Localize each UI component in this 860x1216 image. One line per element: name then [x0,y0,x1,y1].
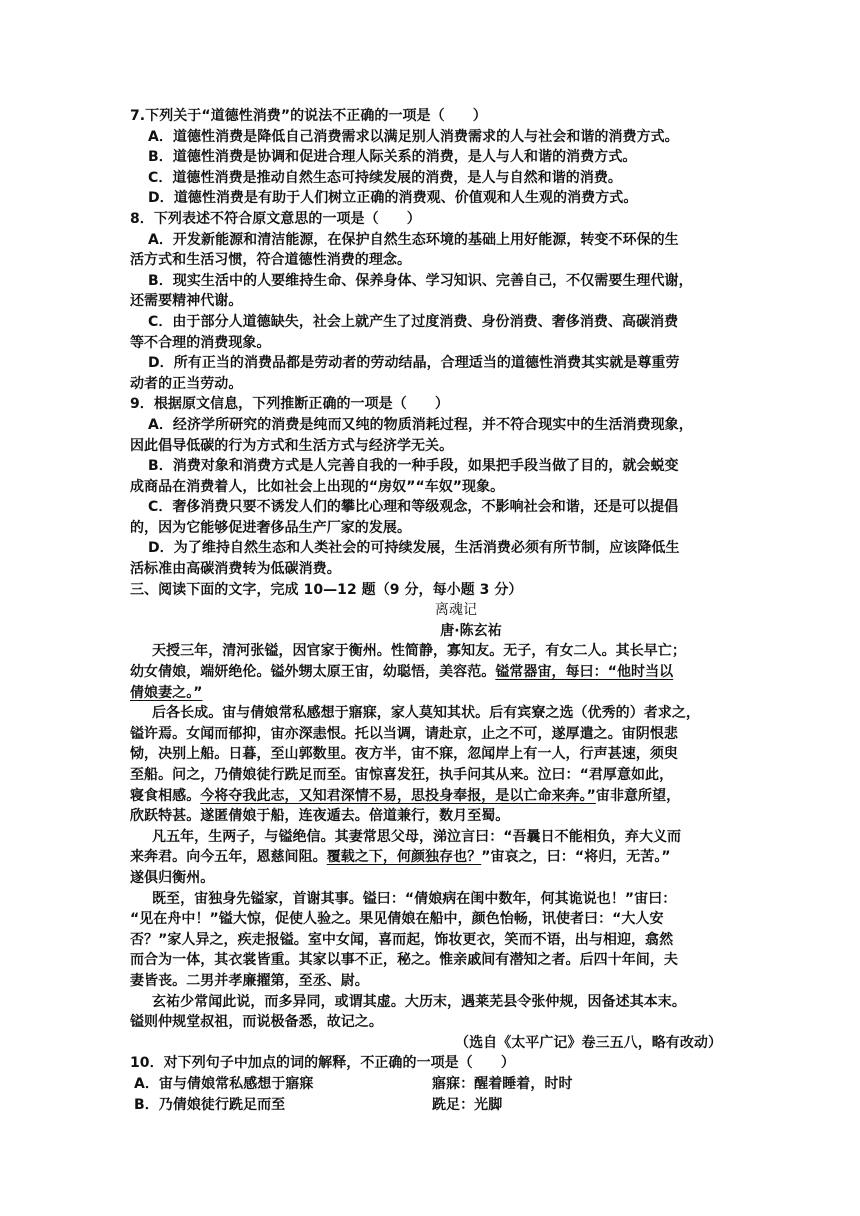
q9-option-b-line2: 成商品在消费着人，比如社会上出现的“房奴”“车奴”现象。 [130,478,505,495]
passage-p1-line2 [124,662,728,683]
q8-option-b-line2: 还需要精神代谢。 [130,293,243,310]
q9-option-a-line1: A．经济学所研究的消费是纯而又纯的物质消耗过程，并不符合现实中的生活消费现象， [148,416,693,433]
q9-option-b-line1: B．消费对象和消费方式是人完善自我的一种手段，如果把手段当做了目的，就会蜕变 [148,458,679,475]
passage-p2-line6: 欣跃特甚。遂匿倩娘于船，连夜遁去。倍道兼行，数月至蜀。 [130,808,510,825]
passage-p2-line2: 镒许焉。女闻而郁抑，宙亦深恚恨。托以当调，请赴京，止之不可，遂厚遣之。宙阴恨悲 [130,725,678,742]
passage-p2-line3: 恸，决别上船。日暮，至山郭数里。夜方半，宙不寐，忽闻岸上有一人，行声甚速，须臾 [130,746,678,763]
q8-option-c-line1: C．由于部分人道德缺失，社会上就产生了过度消费、身份消费、奢侈消费、高碳消费 [148,313,679,330]
passage-text: 宙非意所望， [595,787,681,804]
passage-p1-line1: 天授三年，清河张镒，因官家于衡州。性简静，寡知友。无子，有女二人。其长早亡； [152,643,686,660]
q7-option-b: B．道德性消费是协调和促进合理人际关系的消费，是人与人和谐的消费方式。 [148,149,637,166]
q9-stem: 9．根据原文信息，下列推断正确的一项是（ ） [130,396,449,413]
underlined-sentence: 今将夺我此志，又知君深情不易，思投身奉报，是以亡命来奔。” [200,787,596,804]
q10-option-b-gloss: 跣足：光脚 [432,1096,503,1113]
passage-text: 来奔君。向今五年，恩慈间阻。 [130,849,327,866]
passage-text: 幼女倩娘，端妍绝伦。镒外甥太原王宙，幼聪悟，美容范。 [130,664,496,681]
q10-option-b-sentence: B．乃倩娘徒行跣足而至 [134,1096,286,1113]
passage-p2-line4: 至船。问之，乃倩娘徒行跣足而至。宙惊喜发狂，执手问其从来。泣曰：“君厚意如此， [130,767,674,783]
page-content [124,106,728,1115]
q8-option-a-line1: A．开发新能源和清洁能源，在保护自然生态环境的基础上用好能源，转变不环保的生 [148,231,679,248]
passage-p4-line4: 而合为一体，其衣裳皆重。其家以事不正，秘之。惟亲戚间有潜知之者。后四十年间，夫 [130,952,678,969]
q9-option-c-line1: C．奢侈消费只要不诱发人们的攀比心理和等级观念，不影响社会和谐，还是可以提倡 [148,499,679,516]
passage-p4-line2: “见在舟中！”镒大惊，促使人验之。果见倩娘在船中，颜色怡畅，讯使者曰：“大人安 [130,911,664,928]
section3-heading: 三、阅读下面的文字，完成 10—12 题（9 分，每小题 3 分） [130,581,523,598]
q9-option-d-line1: D．为了维持自然生态和人类社会的可持续发展，生活消费必须有所节制，应该降低生 [148,540,680,557]
passage-p5-line1: 玄祐少常闻此说，而多异同，或谓其虚。大历末，遇莱芜县令张仲规，因备述其本末。 [152,993,686,1010]
q9-option-d-line2: 活标准由高碳消费转为低碳消费。 [130,561,341,578]
q8-option-d-line1: D．所有正当的消费品都是劳动者的劳动结晶，合理适当的道德性消费其实就是尊重劳 [148,355,680,372]
passage-p4-line5: 妻皆丧。二男并孝廉擢第，至丞、尉。 [130,972,369,989]
q8-option-d-line2: 动者的正当劳动。 [130,375,243,392]
underlined-sentence: 镒常器宙，每曰：“他时当以 [495,664,674,681]
q8-option-a-line2: 活方式和生活习惯，符合道德性消费的理念。 [130,252,411,269]
q8-stem: 8．下列表述不符合原文意思的一项是（ ） [130,210,421,227]
passage-p3-line1: 凡五年，生两子，与镒绝信。其妻常思父母，涕泣言曰：“吾曩日不能相负，弃大义而 [152,828,682,845]
underlined-sentence: 倩娘妻之。” [130,684,203,701]
q7-stem: 7.下列关于“道德性消费”的说法不正确的一项是（ ） [130,108,487,124]
q7-option-c: C．道德性消费是推动自然生态可持续发展的消费，是人与自然和谐的消费。 [148,169,622,186]
q8-option-c-line2: 等不合理的消费现象。 [130,334,271,351]
passage-text: 寝食相感。 [130,787,201,804]
passage-p3-line2 [124,847,728,868]
passage-p3-line3: 遂俱归衡州。 [130,869,215,886]
q10-option-a-gloss: 寤寐：醒着睡着，时时 [432,1075,573,1092]
q10-stem: 10．对下列句子中加点的词的解释，不正确的一项是（ ） [130,1055,515,1072]
q10-option-b [124,1095,728,1116]
passage-author: 唐·陈玄祐 [440,622,502,639]
passage-p2-line5 [124,786,728,807]
passage-title: 离魂记 [434,602,478,619]
underlined-sentence: 覆载之下，何颜独存也？ [326,849,482,866]
passage-p1-line3 [124,683,728,704]
q10-option-a [124,1074,728,1095]
q7-option-d: D．道德性消费是有助于人们树立正确的消费观、价值观和人生观的消费方式。 [148,190,638,207]
passage-p2-line1: 后各长成。宙与倩娘常私感想于寤寐，家人莫知其状。后有宾寮之选（优秀的）者求之， [152,705,700,722]
q10-option-a-sentence: A．宙与倩娘常私感想于寤寐 [134,1075,314,1092]
passage-p5-line2: 镒则仲规堂叔祖，而说极备悉，故记之。 [130,1014,383,1031]
passage-p4-line3: 否？”家人异之，疾走报镒。室中女闻，喜而起，饰妆更衣，笑而不语，出与相迎，翕然 [130,931,674,948]
q9-option-a-line2: 因此倡导低碳的行为方式和生活方式与经济学无关。 [130,437,454,454]
passage-text: ”宙哀之，曰：“将归，无苦。” [481,849,671,866]
q7-option-a: A．道德性消费是降低自己消费需求以满足别人消费需求的人与社会和谐的消费方式。 [148,128,679,145]
q9-option-c-line2: 的，因为它能够促进奢侈品生产厂家的发展。 [130,519,411,536]
q8-option-b-line1: B．现实生活中的人要维持生命、保养身体、学习知识、完善自己，不仅需要生理代谢， [148,272,693,289]
passage-source: （选自《太平广记》卷三五八，略有改动） [455,1034,722,1051]
passage-p4-line1: 既至，宙独身先镒家，首谢其事。镒曰：“倩娘病在闺中数年，何其诡说也！”宙曰： [152,890,677,907]
